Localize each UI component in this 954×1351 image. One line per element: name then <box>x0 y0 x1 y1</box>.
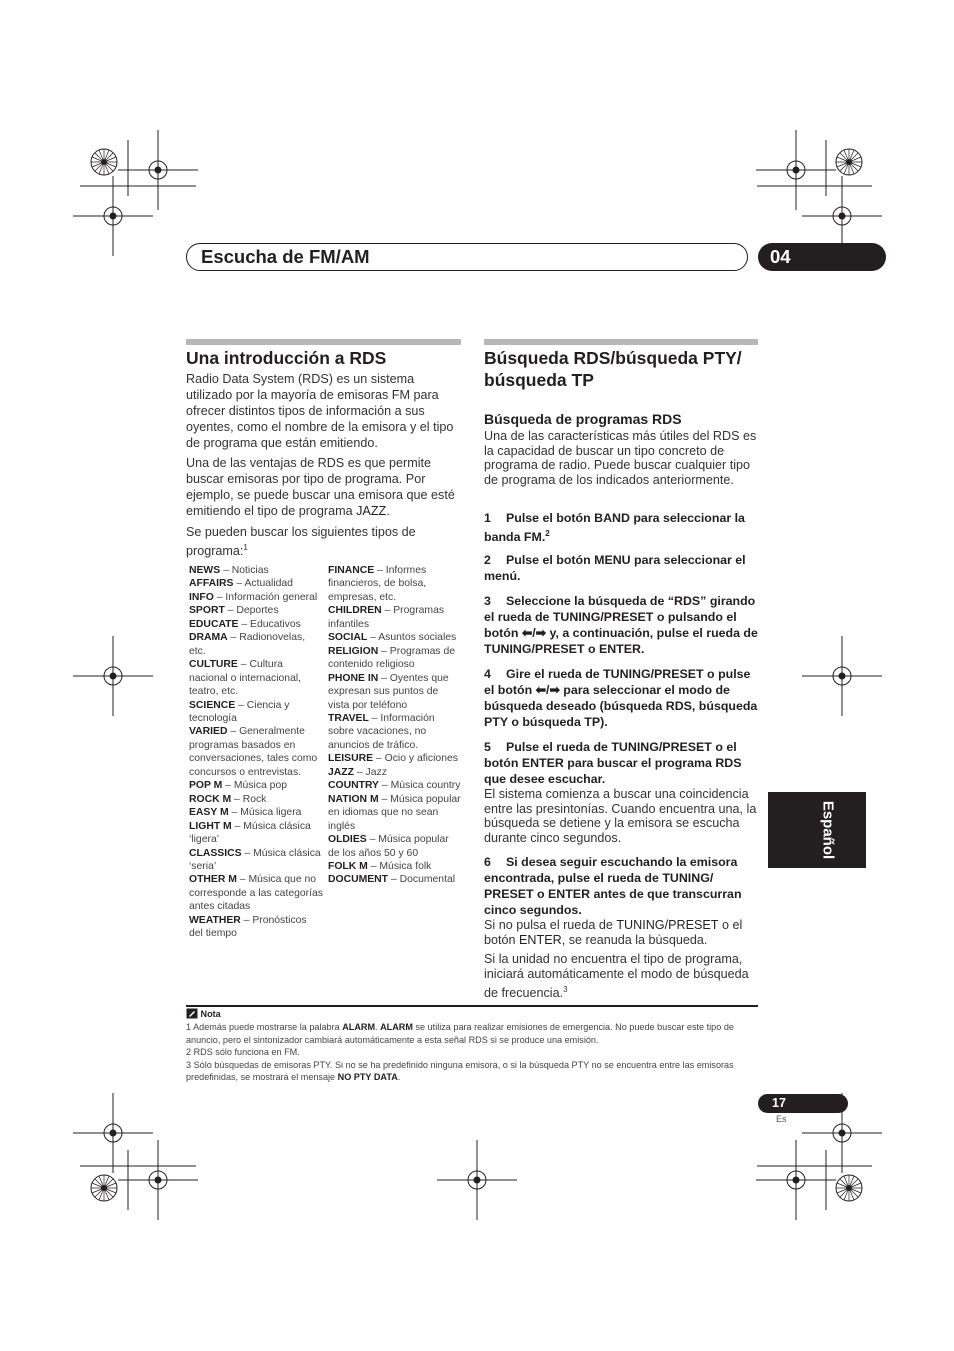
pty-item: CLASSICS – Música clásica ‘seria’ <box>189 847 321 872</box>
rds-intro-paragraph-3: Se pueden buscar los siguientes tipos de programa:$^1$ <box>186 525 416 559</box>
pty-item: WEATHER – Pronósticos del tiempo <box>189 914 307 940</box>
chapter-header <box>186 243 748 271</box>
pty-item: VARIED – Generalmente programas basados en conversaciones, tales como concursos o entrevistas. <box>189 726 318 778</box>
pty-item: TRAVEL – Información sobre vacaciones, no anuncios de tráfico. <box>328 712 435 751</box>
pty-item: COUNTRY – Música country <box>328 780 461 792</box>
section-title-rds-intro: Una introducción a RDS <box>186 348 387 368</box>
pty-item: SOCIAL – Asuntos sociales <box>328 632 457 644</box>
pty-item: SPORT – Deportes <box>189 605 279 617</box>
subsection-title: Búsqueda de programas RDS <box>484 411 682 427</box>
pty-item: POP M – Música pop <box>189 780 288 792</box>
rds-intro-paragraph-2: Una de las ventajas de RDS es que permite buscar emisoras por tipo de programa. Por ejemplo, se puede buscar una emisora que esté emitiendo el tipo de programa JAZZ. <box>186 456 455 518</box>
footnote-3: 3 Sólo búsquedas de emisoras PTY. Si no se ha predefinido ninguna emisora, o si la búsqueda PTY no se encuentra entre las emisoras predefinidas, se mostrará el mensaje NO PTY DATA. <box>186 1059 734 1083</box>
notes-rule <box>186 1005 758 1007</box>
pty-item: LIGHT M – Música clásica ‘ligera’ <box>189 820 311 846</box>
page-number: 17 <box>772 1096 786 1110</box>
step-5-body: El sistema comienza a buscar una coincidencia entre las presintonías. Cuando encuentra una, la búsqueda se detiene y la emisora se escucha durante cinco segundos. <box>484 787 757 845</box>
step-2: 2 Pulse el botón MENU para seleccionar el menú. <box>484 553 746 583</box>
step-3: 3 Seleccione la búsqueda de “RDS” girando el rueda de TUNING/PRESET o pulsando el botón ⬅/➡ y, a continuación, pulse el rueda de TUNING/PRESET o ENTER. <box>484 594 758 656</box>
page-language-code: Es <box>776 1114 787 1124</box>
pty-item: OTHER M – Música que no corresponde a las categorías antes citadas <box>189 874 324 913</box>
pty-list-column-2 <box>328 564 462 887</box>
pty-item: ROCK M – Rock <box>189 793 267 805</box>
language-side-tab <box>768 792 866 868</box>
pty-item: NEWS – Noticias <box>189 565 269 576</box>
note-heading: Nota <box>186 1008 760 1020</box>
pty-item: DOCUMENT – Documental <box>328 874 456 886</box>
pty-item: INFO – Información general <box>189 591 318 603</box>
step-6-body: Si no pulsa el rueda de TUNING/PRESET o el botón ENTER, se reanuda la búsqueda. <box>484 918 743 947</box>
footnote-1: 1 Además puede mostrarse la palabra ALARM. ALARM se utiliza para realizar emisiones de emergencia. No puede buscar este tipo de anuncio, pero el sintonizador cambiará automáticamente a esta señal RDS si se produce una emisión. <box>186 1022 734 1045</box>
note-icon <box>186 1008 198 1019</box>
pty-list-column-1 <box>189 564 323 941</box>
footnotes <box>186 1008 760 1083</box>
page-number-badge <box>758 1094 838 1113</box>
step-4: 4 Gire el rueda de TUNING/PRESET o pulse el botón ⬅/➡ para seleccionar el modo de búsqueda deseado (búsqueda RDS, búsqueda PTY o búsqueda TP). <box>484 667 758 729</box>
step-6: 6 Si desea seguir escuchando la emisora encontrada, pulse el rueda de TUNING/ PRESET o ENTER antes de que transcurran cinco segundos. <box>484 855 742 917</box>
chapter-number-badge <box>758 243 872 271</box>
section-bar-left <box>186 339 461 345</box>
pty-item: AFFAIRS – Actualidad <box>189 578 293 590</box>
language-label: Español <box>819 800 837 860</box>
section-title-rds-search: Búsqueda RDS/búsqueda PTY/ búsqueda TP <box>484 348 742 390</box>
pty-item: CHILDREN – Programas infantiles <box>328 605 445 630</box>
pty-item: OLDIES – Música popular de los años 50 y 60 <box>328 834 449 859</box>
pty-item: CULTURE – Cultura nacional o internacional, teatro, etc. <box>189 659 302 698</box>
pty-item: SCIENCE – Ciencia y tecnología <box>189 699 290 724</box>
rds-search-intro: Una de las características más útiles del RDS es la capacidad de buscar un tipo concreto de programa de radio. Puede buscar cualquier tipo de programa de los indicados anteriormente. <box>484 429 757 487</box>
pty-item: EDUCATE – Educativos <box>189 618 301 630</box>
pty-item: DRAMA – Radionovelas, etc. <box>189 632 306 657</box>
footnote-2: 2 RDS sólo funciona en FM. <box>186 1047 300 1058</box>
chapter-number: 04 <box>770 246 791 267</box>
final-paragraph: Si la unidad no encuentra el tipo de programa, iniciará automáticamente el modo de búsqueda de frecuencia.$^3$ <box>484 952 749 1001</box>
pty-item: LEISURE – Ocio y aficiones <box>328 753 458 765</box>
step-1: 1 Pulse el botón BAND para seleccionar la banda FM.$^2$ <box>484 511 745 545</box>
pty-item: EASY M – Música ligera <box>189 807 302 819</box>
pty-item: FINANCE – Informes financieros, de bolsa, empresas, etc. <box>328 565 427 603</box>
rds-intro-paragraph-1: Radio Data System (RDS) es un sistema utilizado por la mayoría de emisoras FM para ofrecer distintos tipos de información a sus oyentes, como el nombre de la emisora y el tipo de programa que están emitiendo. <box>186 372 454 450</box>
pty-item: JAZZ – Jazz <box>328 766 387 778</box>
pty-item: FOLK M – Música folk <box>328 860 432 872</box>
section-bar-right <box>484 339 758 345</box>
pty-item: PHONE IN – Oyentes que expresan sus puntos de vista por teléfono <box>328 672 449 711</box>
pty-item: RELIGION – Programas de contenido religioso <box>328 645 456 671</box>
pty-item: NATION M – Música popular en idiomas que no sean inglés <box>328 793 461 832</box>
chapter-title: Escucha de FM/AM <box>201 246 370 267</box>
step-5: 5 Pulse el rueda de TUNING/PRESET o el botón ENTER para buscar el programa RDS que desee escuchar. <box>484 740 742 786</box>
rds-intro-text <box>186 371 462 559</box>
